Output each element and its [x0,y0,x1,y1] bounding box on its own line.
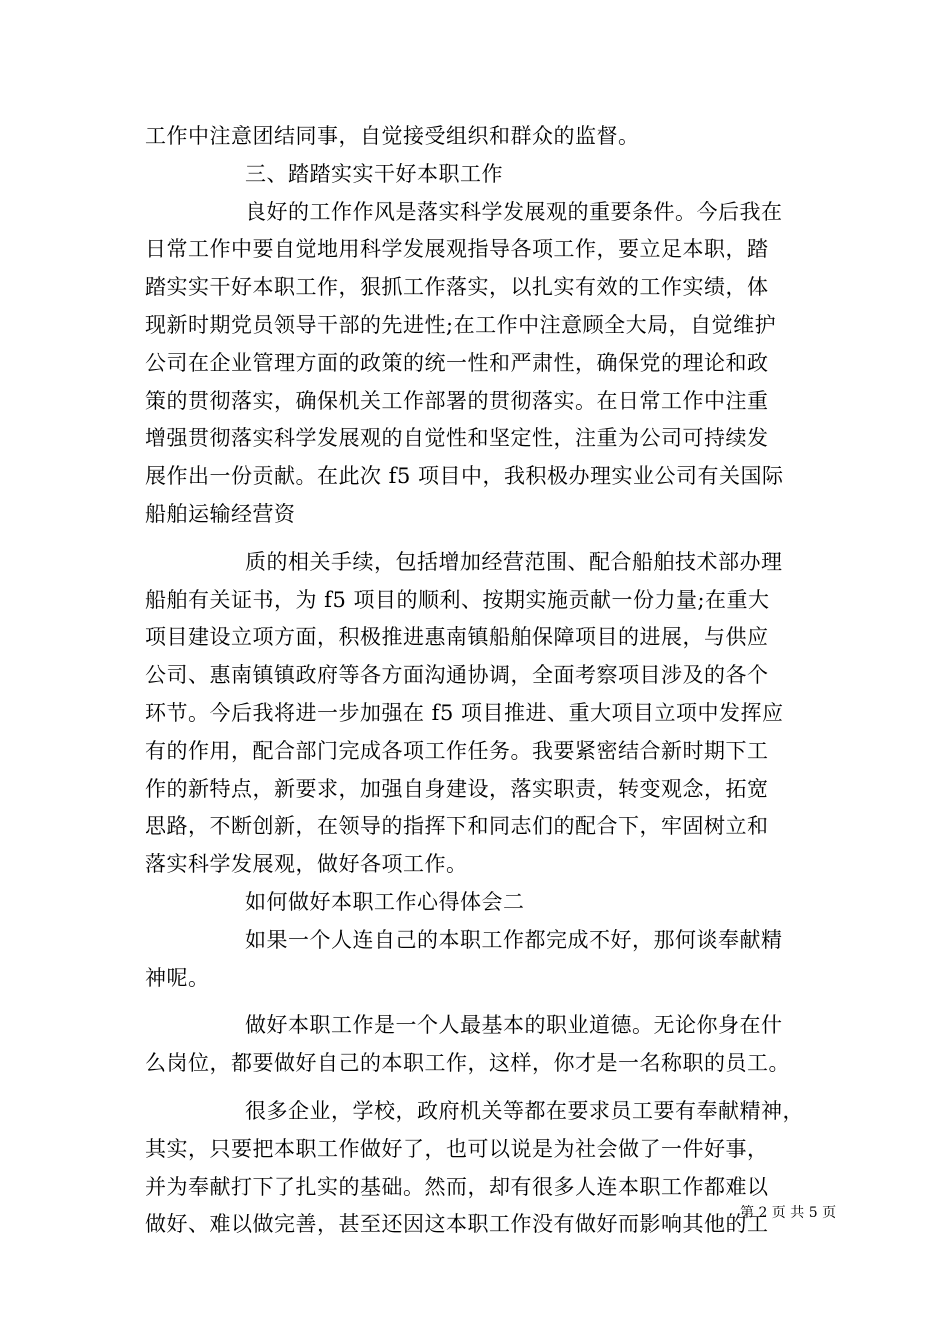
text-line: 船舶运输经营资 [145,501,296,526]
text-line: 日常工作中要自觉地用科学发展观指导各项工作，要立足本职，踏 [145,237,769,262]
section-heading: 三、踏踏实实干好本职工作 [245,161,503,186]
text-line: 质的相关手续，包括增加经营范围、配合船舶技术部办理 [245,549,783,574]
text-line: 公司、惠南镇镇政府等各方面沟通协调，全面考察项目涉及的各个 [145,663,769,688]
text-line: 如果一个人连自己的本职工作都完成不好，那何谈奉献精 [245,927,783,952]
section-heading: 如何做好本职工作心得体会二 [245,889,525,914]
page-indicator: 第 2 页 共 5 页 [740,1205,837,1221]
text-line: 策的贯彻落实，确保机关工作部署的贯彻落实。在日常工作中注重 [145,388,769,413]
text-line: 思路，不断创新，在领导的指挥下和同志们的配合下，牢固树立和 [145,814,769,839]
paragraph-gap [145,534,815,544]
text-line: 工作中注意团结同事，自觉接受组织和群众的监督。 [145,124,640,148]
text-line: 很多企业，学校，政府机关等都在要求员工要有奉献精神， [245,1098,804,1123]
text-line: 项目建设立项方面，积极推进惠南镇船舶保障项目的进展，与供应 [145,625,769,650]
text-line: 公司在企业管理方面的政策的统一性和严肃性，确保党的理论和政 [145,350,769,375]
text-line: 落实科学发展观，做好各项工作。 [145,852,468,877]
document-body [145,118,815,1244]
text-line: 神呢。 [145,965,210,990]
text-line: 其实，只要把本职工作做好了，也可以说是为社会做了一件好事， [145,1136,769,1161]
text-line: 现新时期党员领导干部的先进性;在工作中注意顾全大局，自觉维护 [145,312,777,337]
text-line: 做好、难以做完善，甚至还因这本职工作没有做好而影响其他的工 [145,1212,769,1237]
text-line: 踏实实干好本职工作，狠抓工作落实，以扎实有效的工作实绩，体 [145,275,769,300]
text-line: 有的作用，配合部门完成各项工作任务。我要紧密结合新时期下工 [145,738,769,763]
text-line: 环节。今后我将进一步加强在 f5 项目推进、重大项目立项中发挥应 [145,700,784,725]
text-line: 做好本职工作是一个人最基本的职业道德。无论你身在什 [245,1013,783,1038]
paragraph-gap [145,997,815,1007]
text-line: 作的新特点，新要求，加强自身建设，落实职责，转变观念，拓宽 [145,776,769,801]
text-line: 船舶有关证书，为 f5 项目的顺利、按期实施贡献一份力量;在重大 [145,587,770,612]
paragraph-gap [145,1083,815,1093]
text-line: 良好的工作作风是落实科学发展观的重要条件。今后我在 [245,199,783,224]
text-line: 展作出一份贡献。在此次 f5 项目中，我积极办理实业公司有关国际 [145,464,784,489]
text-line: 么岗位，都要做好自己的本职工作，这样，你才是一名称职的员工。 [145,1051,790,1076]
text-line: 增强贯彻落实科学发展观的自觉性和坚定性，注重为公司可持续发 [145,426,769,451]
text-line: 并为奉献打下了扎实的基础。然而，却有很多人连本职工作都难以 [145,1174,769,1199]
